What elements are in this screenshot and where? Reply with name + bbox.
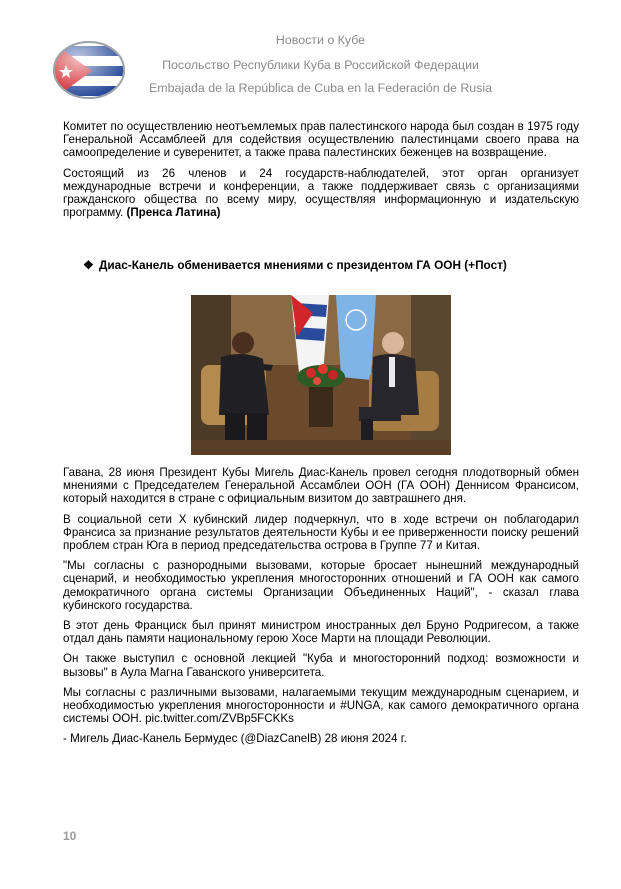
page-number: 10 [63,829,77,843]
paragraph: "Мы согласны с разнородными вызовами, которые бросает нынешний международный сценарий, и необходимостью укрепления многосторонних отношений и ГА ООН как самого демократичного органа системы Организации Объединенных Наций", - сказал глава кубинского государства. [63,559,579,612]
paragraph-text: Состоящий из 26 членов и 24 государств-наблюдателей, этот орган организует международные встречи и конференции, а также поддерживает связь с организациями гражданского общества по всему миру, осуществляя информационную и издательскую программу. [63,166,579,220]
paragraph: - Мигель Диас-Канель Бермудес (@DiazCanelB) 28 июня 2024 г. [63,732,407,746]
paragraph [63,167,579,220]
section-title: Диас-Канель обменивается мнениями с президентом ГА ООН (+Пост) [99,258,507,272]
section-heading [83,258,507,272]
paragraph: Комитет по осуществлению неотъемлемых прав палестинского народа был создан в 1975 году Генеральной Ассамблеей для содействия осуществлению палестинцами своего права на самоопределение и суверенитет, а также права палестинских беженцев на возвращение. [63,120,579,160]
meeting-photo-icon [191,295,451,455]
source-credit: (Пренса Латина) [126,206,221,220]
paragraph: Гавана, 28 июня Президент Кубы Мигель Диас-Канель провел сегодня плодотворный обмен мнениями с Председателем Генеральной Ассамблеи ООН (ГА ООН) Деннисом Франсисом, который находится в стране с официальным визитом до завтрашнего дня. [63,466,579,506]
header-embassy-ru: Посольство Республики Куба в Российской Федерации [162,58,479,72]
paragraph: Мы согласны с различными вызовами, налагаемыми текущим международным сценарием, и необходимостью укрепления многосторонности и #UNGA, как самого демократичного органа системы ООН. pic.twitter.com/ZVBp5FCKKs [63,685,579,726]
diamond-bullet-icon: ❖ [83,258,94,272]
paragraph: В социальной сети X кубинский лидер подчеркнул, что в ходе встречи он поблагодарил Франсиса за признание результатов деятельности Кубы и ее приверженности поиску решений проблем стран Юга в период председательства острова в Группе 77 и Китая. [63,512,579,553]
article-body [63,466,579,753]
page-header [0,0,621,110]
article-top [63,120,579,226]
header-embassy-es: Embajada de la República de Cuba en la Federación de Rusia [148,81,493,95]
header-title: Новости о Кубе [275,33,366,47]
paragraph: В этот день Франциск был принят министром иностранных дел Бруно Родригесом, а также отдал дань памяти национальному герою Хосе Марти на площади Революции. [63,619,579,646]
paragraph: Он также выступил с основной лекцией "Куба и многосторонний подход: возможности и вызовы" в Аула Магна Гаванского университета. [63,652,579,679]
